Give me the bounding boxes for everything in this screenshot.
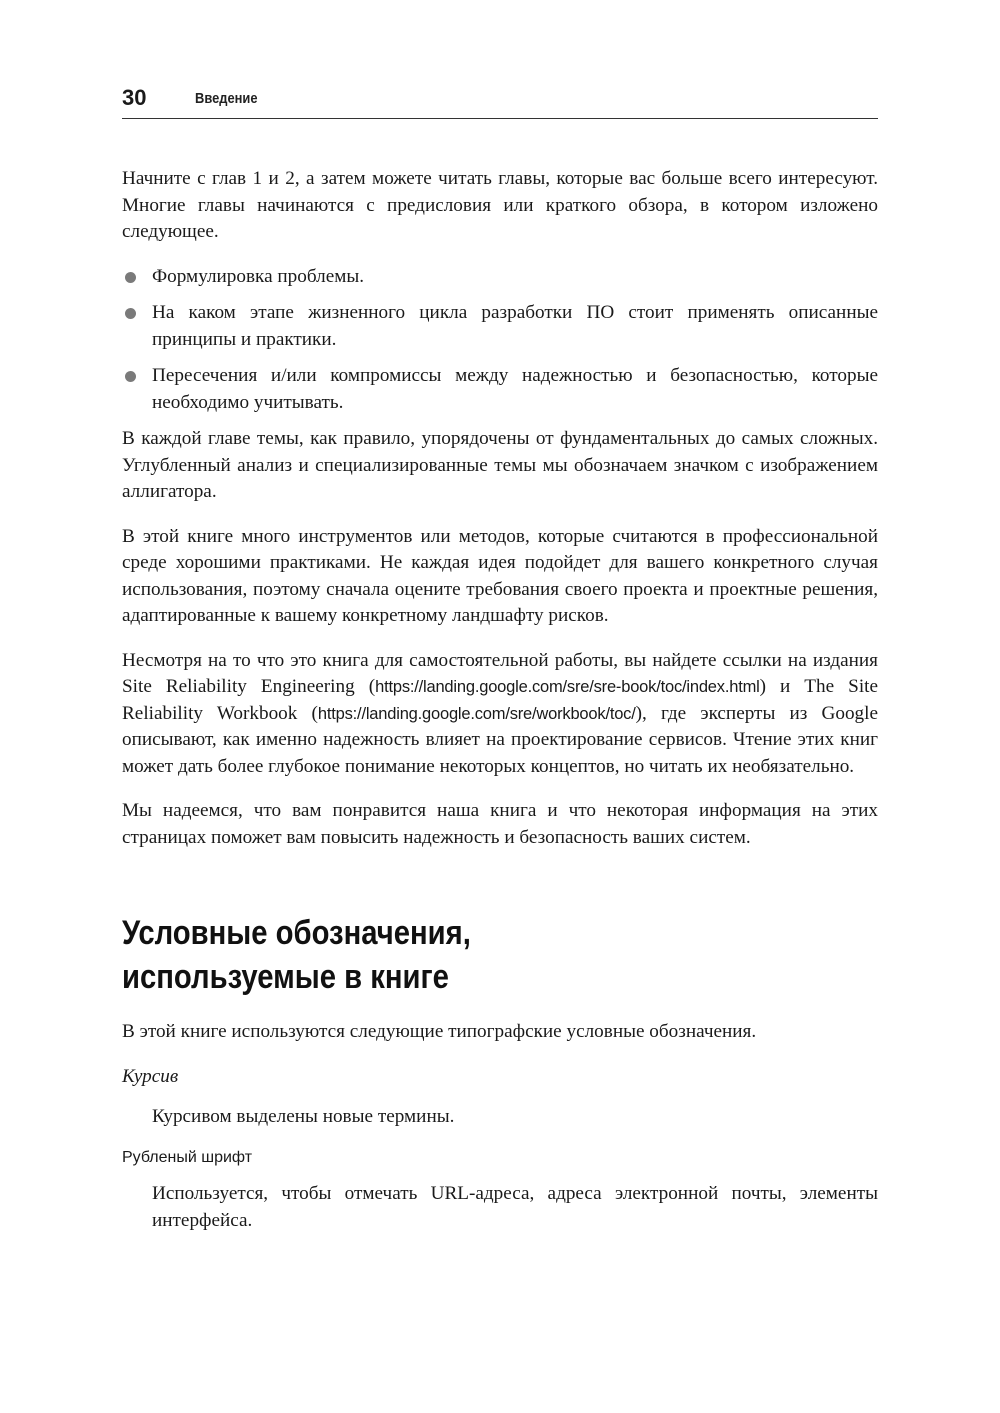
section-title [122, 911, 876, 999]
bullet-icon [125, 308, 136, 319]
term-sans-serif-definition: Используется, чтобы отмечать URL-адреса, адреса электронной почты, элементы интерфейса. [152, 1183, 878, 1231]
bullet-list [122, 264, 878, 417]
list-item-text: Пересечения и/или компромиссы между надежностью и безопасностью, которые необходимо учитывать. [152, 365, 878, 413]
sre-book-link[interactable]: https://landing.google.com/sre/sre-book/toc/index.html [375, 678, 760, 696]
sre-workbook-link[interactable]: https://landing.google.com/sre/workbook/toc/ [317, 704, 636, 723]
paragraph-closing: Мы надеемся, что вам понравится наша книга и что некоторая информация на этих страницах поможет вам повысить надежность и безопасность ваших систем. [122, 800, 878, 848]
intro-paragraph: Начните с глав 1 и 2, а затем можете читать главы, которые вас больше всего интересуют. Многие главы начинаются с предисловия или краткого обзора, в котором изложено следующее. [122, 168, 878, 242]
page-number: 30 [122, 85, 147, 110]
bullet-icon [125, 272, 136, 283]
list-item [122, 300, 878, 353]
page-body [122, 166, 878, 1248]
list-item [122, 264, 878, 291]
term-italic: Курсив [122, 1065, 179, 1087]
list-item-text: На каком этапе жизненного цикла разработки ПО стоит применять описанные принципы и практики. [152, 302, 878, 350]
list-item [122, 363, 878, 416]
paragraph-text: ), где эксперты из Google описывают, как именно надежность влияет на проектирование сервисов. Чтение этих книг может дать более глубокое понимание некоторых концептов, но читать их необязательно. [122, 702, 878, 777]
paragraph-text: ) и The Site Reliability Workbook ( [122, 676, 878, 724]
paragraph-references [122, 648, 878, 781]
running-head: Введение [195, 90, 258, 107]
paragraph-topics-order: В каждой главе темы, как правило, упорядочены от фундаментальных до самых сложных. Углубленный анализ и специализированные темы мы обозначаем значком с изображением аллигатора. [122, 428, 878, 502]
list-item-text: Формулировка проблемы. [152, 265, 365, 287]
term-italic-definition: Курсивом выделены новые термины. [152, 1106, 455, 1127]
section-title-line2: используемые в книге [122, 958, 449, 996]
term-sans-serif: Рубленый шрифт [122, 1148, 253, 1166]
page-header [122, 84, 878, 119]
section-intro: В этой книге используются следующие типографские условные обозначения. [122, 1021, 757, 1042]
section-title-line1: Условные обозначения, [122, 914, 471, 952]
paragraph-practices: В этой книге много инструментов или методов, которые считаются в профессиональной среде хорошими практиками. Не каждая идея подойдет для вашего конкретного случая использования, поэтому сначала оцените требования своего проекта и проектные решения, адаптированные к вашему конкретному ландшафту рисков. [122, 525, 878, 626]
paragraph-text: Несмотря на то что это книга для самостоятельной работы, вы найдете ссылки на издания Site Reliability Engineering ( [122, 649, 878, 697]
bullet-icon [125, 371, 136, 382]
